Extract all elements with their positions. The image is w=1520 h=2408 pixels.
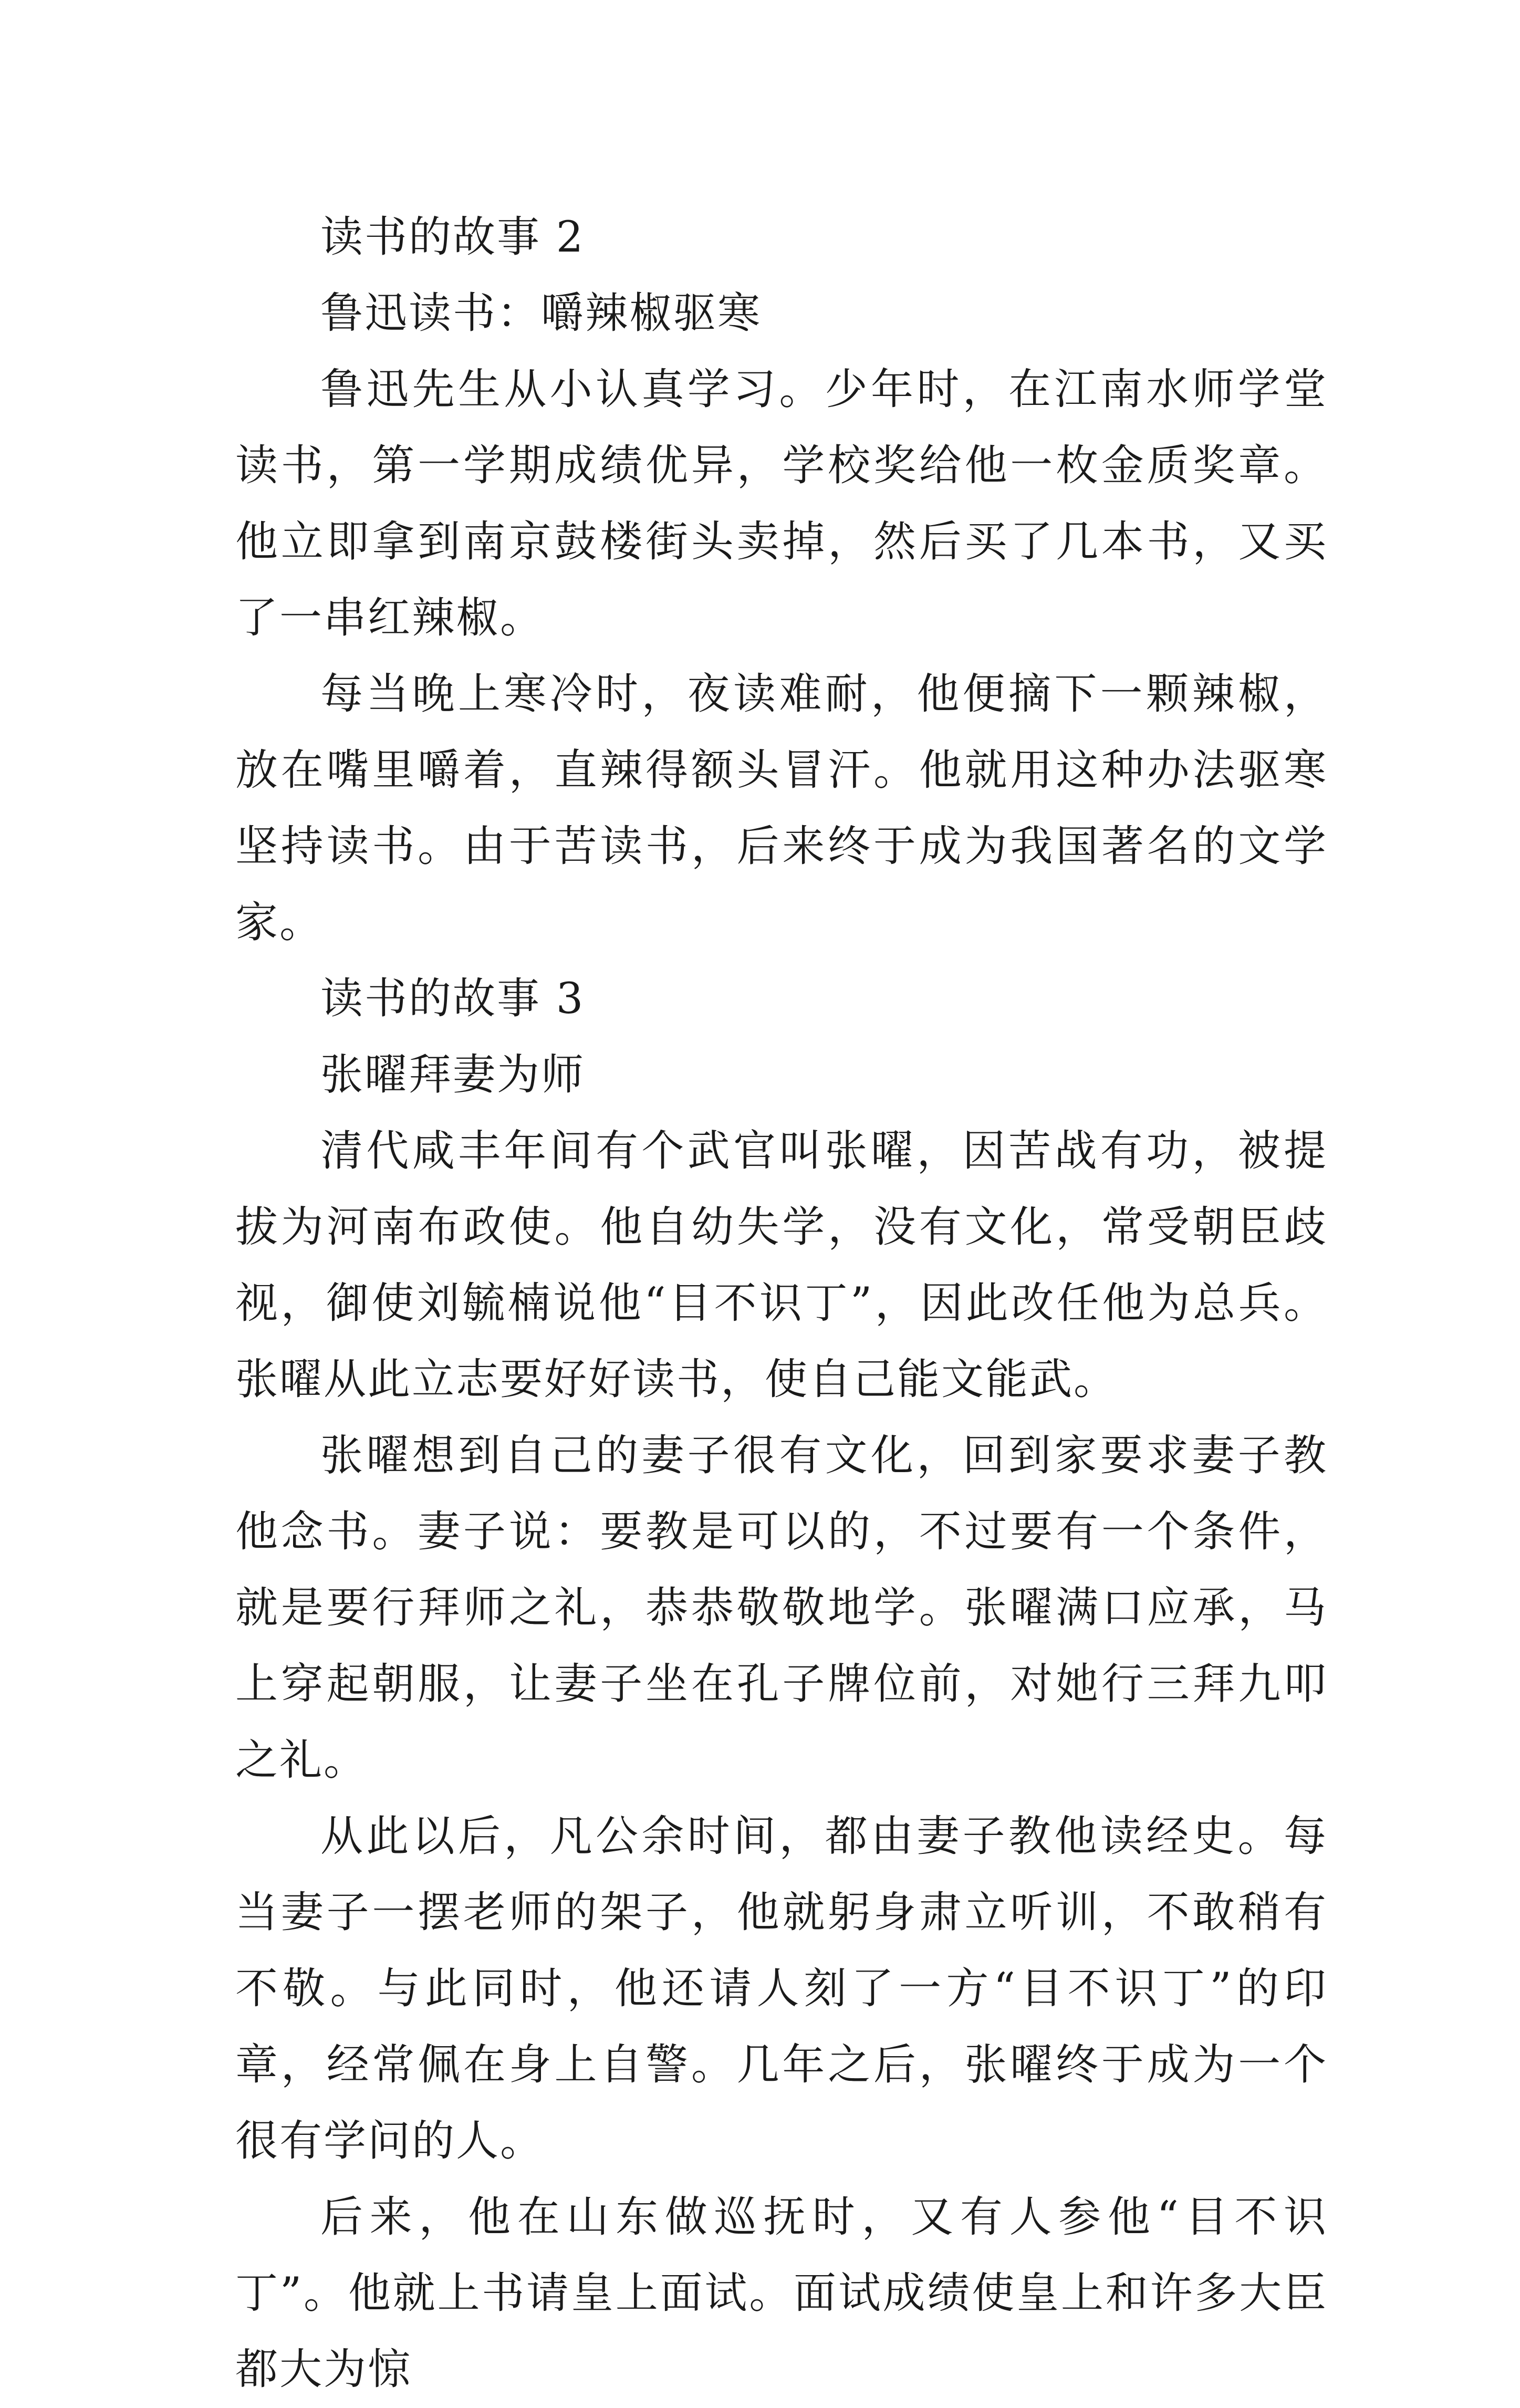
body-paragraph: 鲁迅先生从小认真学习。少年时，在江南水师学堂读书，第一学期成绩优异，学校奖给他一枚金质奖章。他立即拿到南京鼓楼街头卖掉，然后买了几本书，又买了一串红辣椒。 <box>235 365 1328 643</box>
body-paragraph: 清代咸丰年间有个武官叫张曜，因苦战有功，被提拔为河南布政使。他自幼失学，没有文化，常受朝臣歧视，御使刘毓楠说他“目不识丁”，因此改任他为总兵。张曜从此立志要好好读书，使自己能文能武。 <box>235 1127 1328 1404</box>
story-title: 张曜拜妻为师 <box>320 1050 586 1100</box>
section-title: 读书的故事 3 <box>320 974 585 1024</box>
document-body <box>235 200 1328 2408</box>
body-paragraph: 后来，他在山东做巡抚时，又有人参他“目不识丁”。他就上书请皇上面试。面试成绩使皇上和许多大臣都大为惊 <box>235 2193 1328 2394</box>
body-paragraph: 每当晚上寒冷时，夜读难耐，他便摘下一颗辣椒，放在嘴里嚼着，直辣得额头冒汗。他就用这种办法驱寒坚持读书。由于苦读书，后来终于成为我国著名的文学家。 <box>235 670 1328 947</box>
body-paragraph: 张曜想到自己的妻子很有文化，回到家要求妻子教他念书。妻子说：要教是可以的，不过要有一个条件，就是要行拜师之礼，恭恭敬敬地学。张曜满口应承，马上穿起朝服，让妻子坐在孔子牌位前，对她行三拜九叩之礼。 <box>235 1431 1328 1785</box>
section-title: 读书的故事 2 <box>320 213 585 262</box>
story-title: 鲁迅读书：嚼辣椒驱寒 <box>320 289 762 338</box>
body-paragraph: 从此以后，凡公余时间，都由妻子教他读经史。每当妻子一摆老师的架子，他就躬身肃立听训，不敢稍有不敬。与此同时，他还请人刻了一方“目不识丁”的印章，经常佩在身上自警。几年之后，张曜终于成为一个很有学问的人。 <box>235 1812 1328 2166</box>
